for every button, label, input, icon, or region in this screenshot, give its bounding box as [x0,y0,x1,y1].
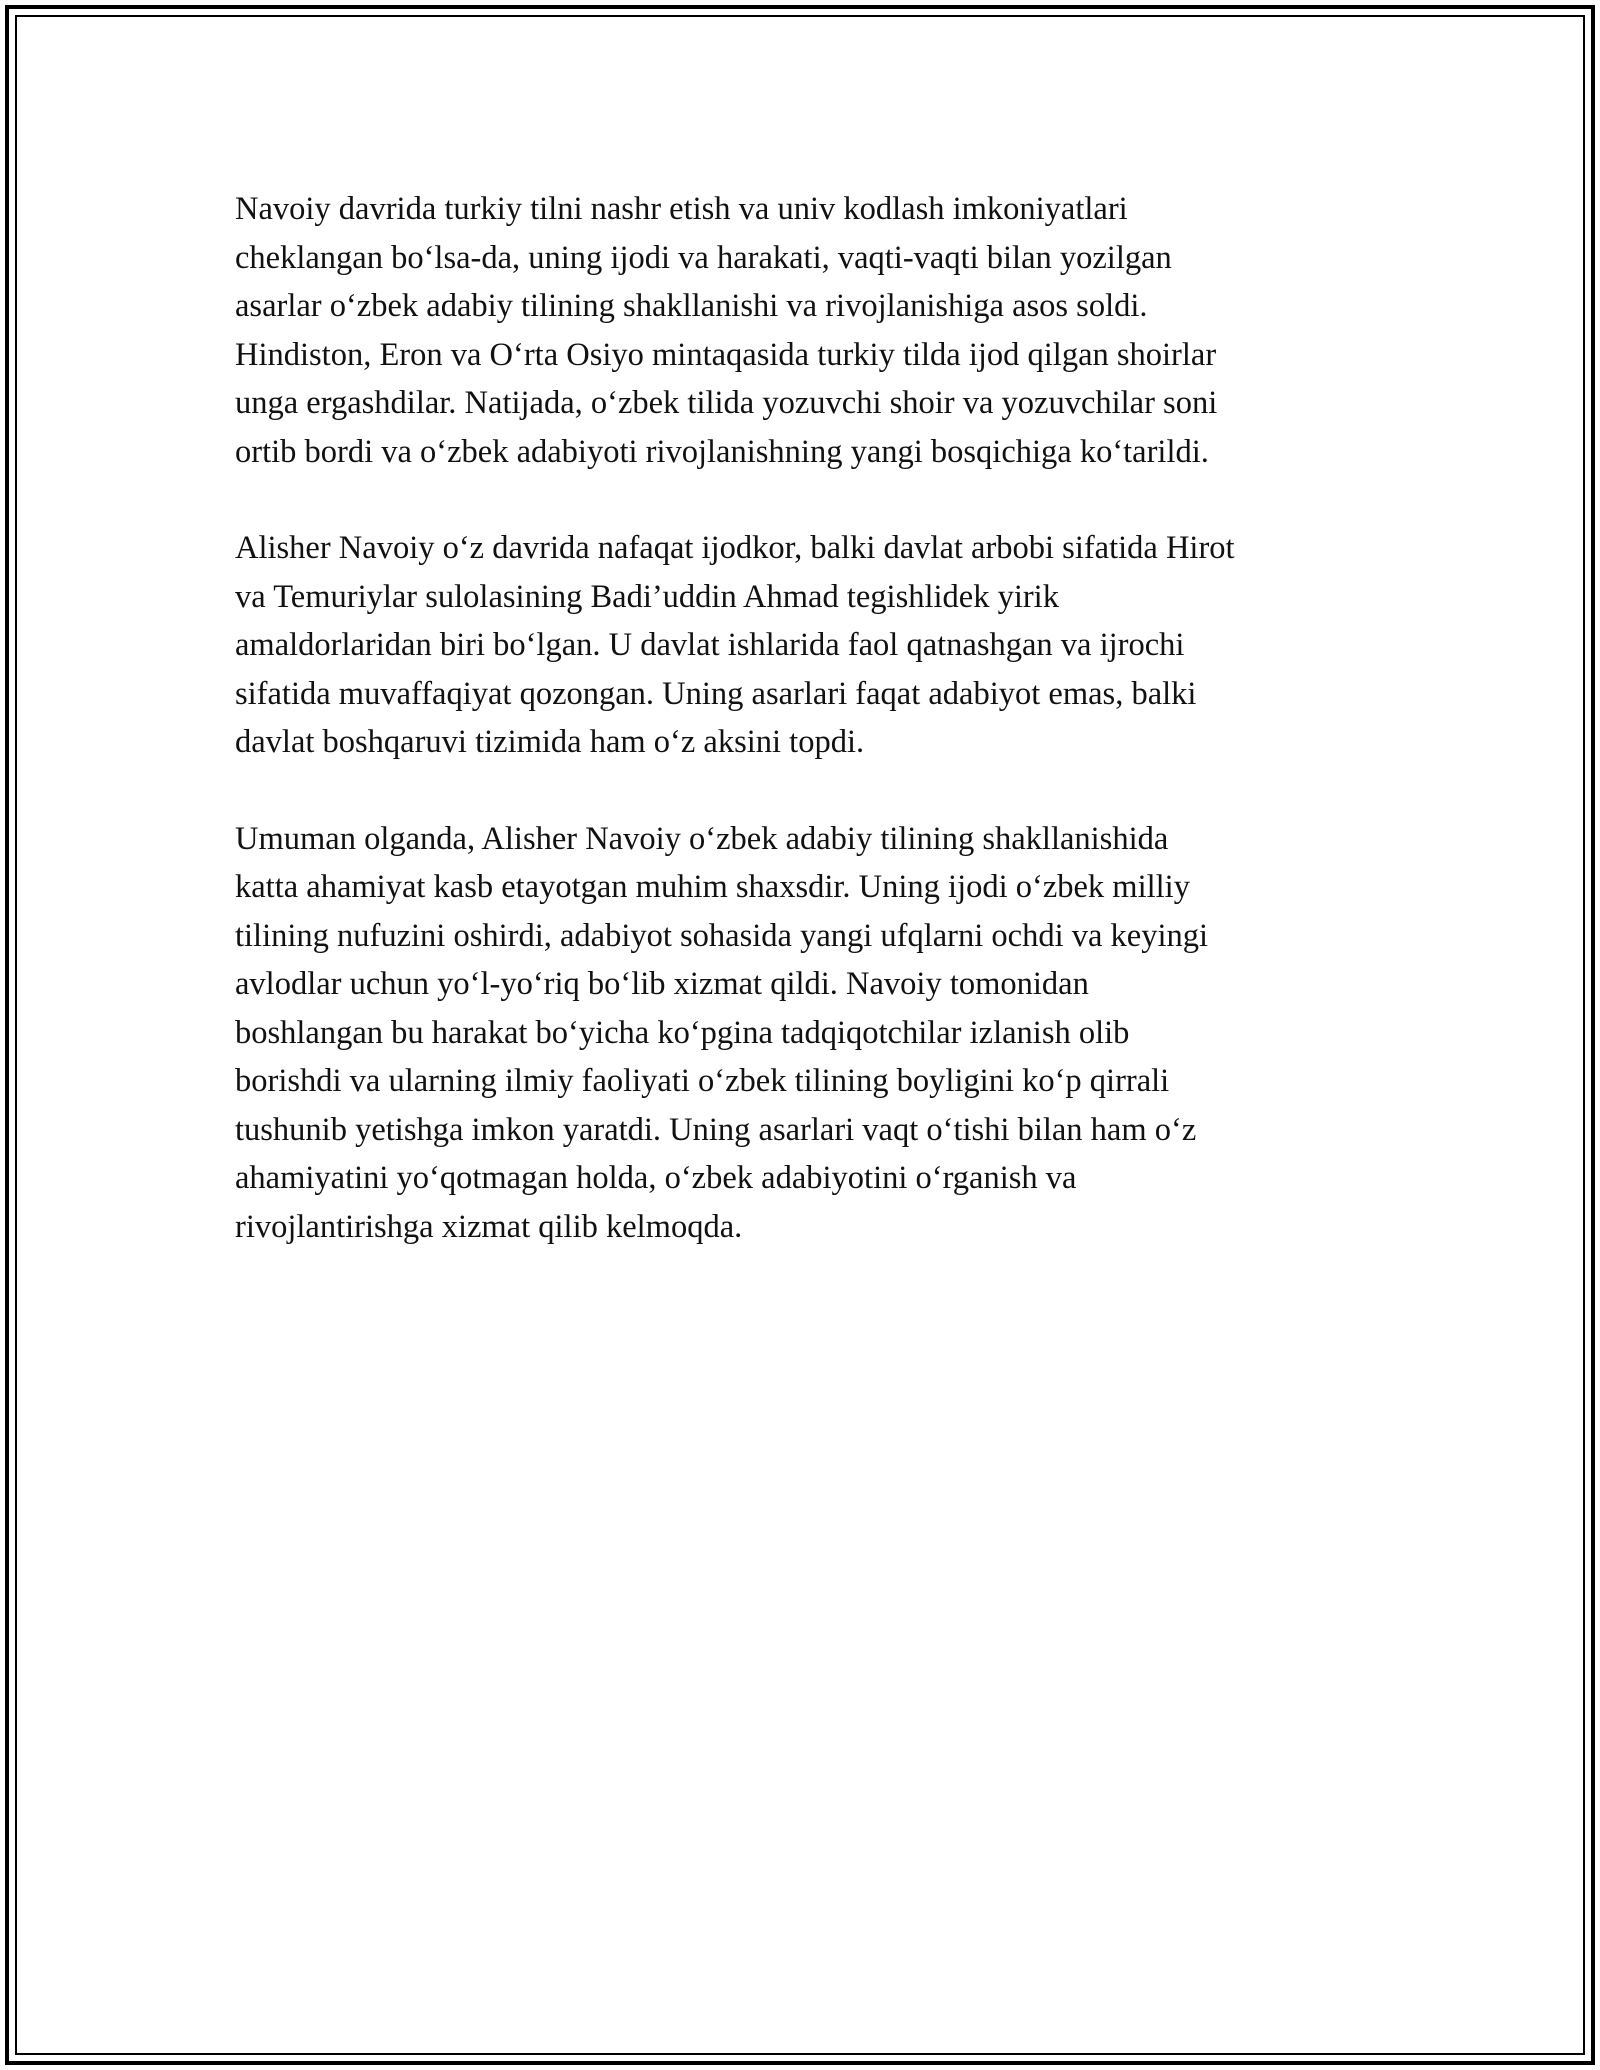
text-line: asarlar o‘zbek adabiy tilining shakllanishi va rivojlanishiga asos soldi. [235,288,1148,324]
text-line: amaldorlaridan biri bo‘lgan. U davlat ishlarida faol qatnashgan va ijrochi [235,627,1185,663]
text-line: Hindiston, Eron va O‘rta Osiyo mintaqasida turkiy tilda ijod qilgan shoirlar [235,336,1217,373]
text-line: Alisher Navoiy o‘z davrida nafaqat ijodkor, balki davlat arbobi sifatida Hirot [235,530,1235,566]
text-line: katta ahamiyat kasb etayotgan muhim shaxsdir. Uning ijodi o‘zbek milliy [235,869,1190,905]
text-line: va Temuriylar sulolasining Badi’uddin Ahmad tegishlidek yirik [235,578,1059,615]
text-line: tilining nufuzini oshirdi, adabiyot sohasida yangi ufqlarni ochdi va keyingi [235,917,1209,954]
text-line: Umuman olganda, Alisher Navoiy o‘zbek adabiy tilining shakllanishida [235,820,1169,857]
paragraph-1 [235,185,1375,476]
text-line: unga ergashdilar. Natijada, o‘zbek tilida yozuvchi shoir va yozuvchilar soni [235,385,1218,421]
text-line: cheklangan bo‘lsa-da, uning ijodi va harakati, vaqti-vaqti bilan yozilgan [235,239,1172,276]
text-line: rivojlantirishga xizmat qilib kelmoqda. [235,1208,743,1245]
text-line: ortib bordi va o‘zbek adabiyoti rivojlanishning yangi bosqichiga ko‘tarildi. [235,433,1209,470]
text-line: borishdi va ularning ilmiy faoliyati o‘zbek tilining boyligini ko‘p qirrali [235,1063,1170,1099]
text-line: Navoiy davrida turkiy tilni nashr etish va univ kodlash imkoniyatlari [235,191,1128,227]
text-line: avlodlar uchun yo‘l-yo‘riq bo‘lib xizmat qildi. Navoiy tomonidan [235,966,1089,1002]
text-line: tushunib yetishga imkon yaratdi. Uning asarlari vaqt o‘tishi bilan ham o‘z [235,1111,1197,1148]
document-body [235,185,1375,1299]
text-line: ahamiyatini yo‘qotmagan holda, o‘zbek adabiyotini o‘rganish va [235,1160,1077,1196]
text-line: boshlangan bu harakat bo‘yicha ko‘pgina tadqiqotchilar izlanish olib [235,1014,1130,1051]
text-line: davlat boshqaruvi tizimida ham o‘z aksini topdi. [235,724,865,760]
text-line: sifatida muvaffaqiyat qozongan. Uning asarlari faqat adabiyot emas, balki [235,675,1197,712]
paragraph-2 [235,524,1375,767]
paragraph-3 [235,815,1375,1252]
